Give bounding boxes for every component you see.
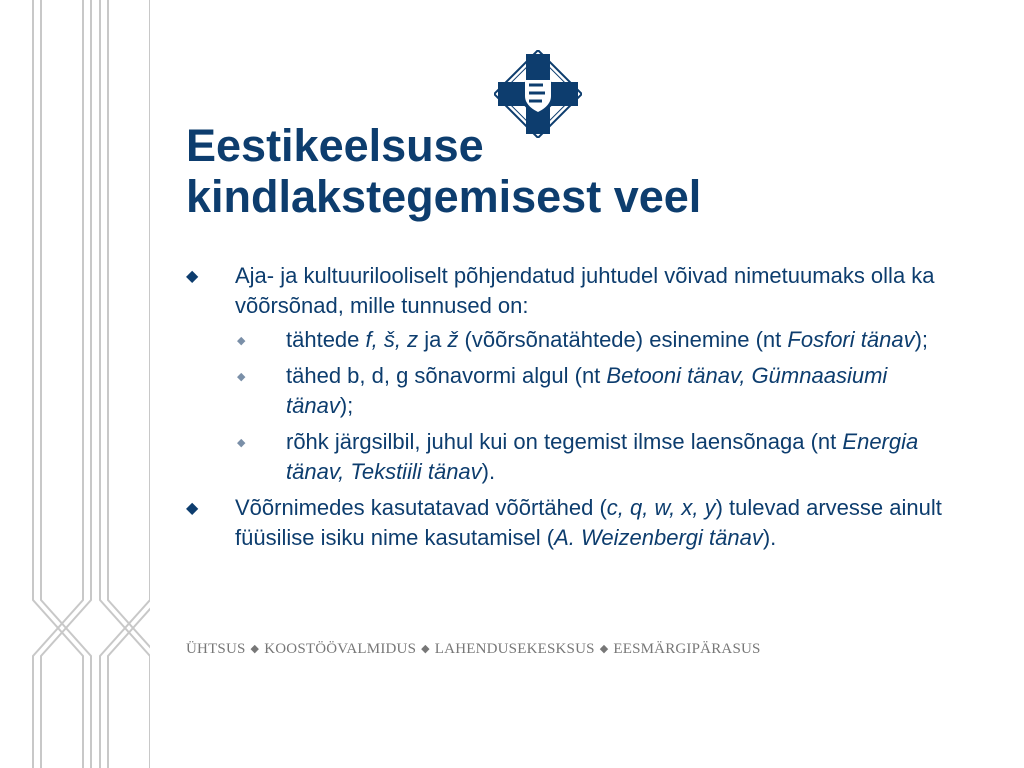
footer-values [186,641,761,658]
footer-separator-icon: ◆ [421,643,430,655]
italic-example-text: Energia tänav, Tekstiili tänav [286,429,919,484]
bullet-item [186,493,946,553]
footer-value: EESMÄRGIPÄRASUS [613,641,761,657]
sub-bullet-text [286,363,887,418]
footer-value: KOOSTÖÖVALMIDUS [264,641,417,657]
diamond-bullet-icon: ◆ [237,437,246,449]
sub-bullet-text [286,429,918,484]
footer-value: LAHENDUSEKESKSUS [434,641,595,657]
footer-separator-icon: ◆ [599,643,609,655]
text-segment: ); [339,393,354,418]
italic-example-text: Betooni tänav, Gümnaasiumi tänav [286,363,888,418]
sub-bullet-text [286,327,928,352]
diamond-bullet-icon: ◆ [186,500,199,517]
sub-bullet-item [186,361,946,421]
text-segment: ) tulevad arvesse ainult füüsilise isiku nime kasutamisel ( [235,495,942,550]
slide-title-line-2: kindlakstegemisest veel [186,171,702,222]
italic-example-text: c, q, w, x, y [606,495,716,520]
text-segment: rõhk järgsilbil, juhul kui on tegemist ilmse laensõnaga (nt [286,429,843,454]
text-segment: tähed b, d, g sõnavormi algul (nt [286,363,607,388]
text-segment: ). [762,525,777,550]
italic-example-text: Fosfori tänav [787,327,915,352]
diamond-bullet-icon: ◆ [186,268,199,285]
sub-bullet-item [186,427,946,487]
bullet-text [235,495,942,550]
text-segment: Võõrnimedes kasutatavad võõrtähed ( [235,495,607,520]
sub-bullet-item [186,325,946,355]
text-segment: tähtede [286,327,366,352]
footer-separator-icon: ◆ [250,643,260,655]
italic-example-text: f, š, z [365,327,419,352]
text-segment: (võõrsõnatähtede) esinemine (nt [458,327,788,352]
footer-value: ÜHTSUS [186,641,246,657]
bullet-text [235,263,935,318]
left-line-ornament [0,0,150,768]
text-segment: ja [418,327,448,352]
italic-example-text: ž [447,327,459,352]
text-segment: ). [481,459,496,484]
slide-title-line-1: Eestikeelsuse [186,120,484,171]
diamond-bullet-icon: ◆ [237,335,246,347]
italic-example-text: A. Weizenbergi tänav [554,525,763,550]
slide-title [186,120,886,222]
bullet-item [186,261,946,321]
text-segment: ); [914,327,929,352]
text-segment: Aja- ja kultuurilooliselt põhjendatud juhtudel võivad nimetuumaks olla ka võõrsõnad, mille tunnused on: [235,263,935,318]
slide-body [186,261,946,557]
diamond-bullet-icon: ◆ [237,371,246,383]
